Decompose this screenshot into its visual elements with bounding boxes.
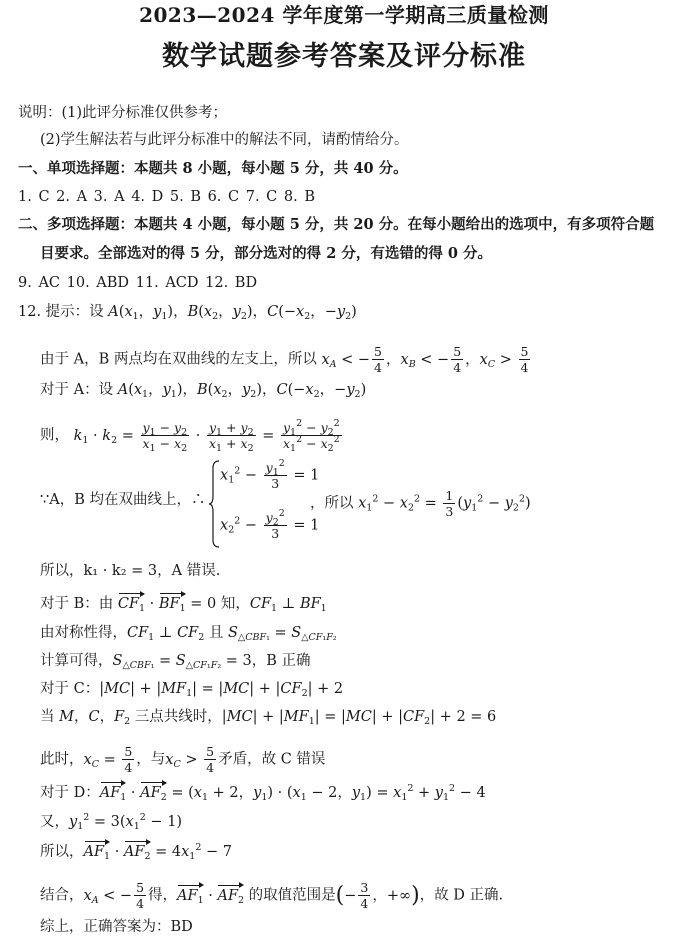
line-8-text: 由对称性得， — [40, 625, 127, 641]
line-8-mid: 且 — [208, 625, 224, 641]
hint-math: $A(x_1$，$y_1$)，$B(x_2$，$y_2$)，$C(-x_2$，$-y_2$) — [108, 304, 357, 322]
line-3-math: $A(x_1$，$y_1$)，$B(x_2$，$y_2$)，$C(-x_2$，$-y_2$) — [117, 382, 367, 400]
solution-line-12 — [40, 744, 325, 775]
document-title: 数学试题参考答案及评分标准 — [162, 41, 526, 72]
system-equation-2: $x_2^2$ − $\frac{y_2^2}{3}$ = 1 — [220, 508, 320, 541]
document-subtitle: 2023—2024 学年度第一学期高三质量检测 — [139, 3, 549, 27]
note-label-line — [18, 104, 227, 122]
line-12-mid: ，与 — [136, 751, 166, 768]
line-16-math-2: $AF_1 \cdot AF_2$ — [177, 887, 245, 906]
line-15-math: $AF_1 \cdot AF_2 = 4x_1^2 - 7$ — [83, 842, 232, 862]
solution-line-4 — [40, 418, 344, 454]
system-equation-1: $x_1^2$ − $\frac{y_1^2}{3}$ = 1 — [220, 458, 320, 491]
line-11-math: $|MC| + |MF_1| = |MC| + |CF_2| + 2 = 6$ — [221, 709, 497, 727]
line-16-mid-1: 得， — [148, 887, 178, 904]
solution-line-17: 综上，正确答案为：BD — [40, 919, 193, 935]
line-7-suffix: 知， — [220, 596, 250, 612]
line-8-math-2: $S_{\triangle CBF_1} = S_{\triangle CF_1F_2}$ — [227, 625, 337, 643]
solution-line-2 — [40, 344, 532, 375]
line-3-text: 对于 A：设 — [40, 382, 114, 398]
line-12-text: 此时， — [40, 751, 84, 768]
solution-line-11 — [40, 708, 496, 726]
line-7-math: $CF_1 \cdot BF_1 = 0$ — [117, 596, 221, 614]
line-12-math: $x_C$ = $\frac{5}{4}$ — [83, 744, 133, 775]
note-1: (1)此评分标准仅供参考； — [61, 105, 228, 121]
line-10-text: 对于 C： — [40, 681, 100, 697]
line-9-text: 计算可得， — [40, 653, 113, 669]
section-1-answers: 1. C 2. A 3. A 4. D 5. B 6. C 7. C 8. B — [18, 189, 315, 205]
section-2-heading-line-1: 二、多项选择题：本题共 4 小题，每小题 5 分，共 20 分。在每小题给出的选项中，有多项符合题 — [18, 216, 655, 233]
line-11-points: M，C，$F_2$ — [59, 709, 131, 727]
line-10-math: $|MC| + |MF_1| = |MC| + |CF_2| + 2$ — [99, 681, 344, 699]
line-4-math: $k_1 \cdot k_2$ = $\frac{y_1 - y_2}{x_1 - x_2}$ · $\frac{y_1 + y_2}{x_1 + x_2}$ = $\frac{y_1^2 - y_2^2}{x_1^2 - x_2^2}$ — [73, 418, 340, 454]
solution-line-7 — [40, 595, 327, 613]
line-16-math: $x_A$ < − $\frac{5}{4}$ — [83, 880, 145, 911]
solution-line-9 — [40, 652, 310, 670]
line-2-text: 由于 A，B 两点均在双曲线的左支上，所以 — [40, 351, 317, 368]
solution-line-8 — [40, 624, 337, 642]
solution-line-15 — [40, 843, 232, 861]
line-7-text: 对于 B：由 — [40, 596, 114, 612]
system-prefix: ∵A，B 均在双曲线上，∴ — [40, 492, 206, 508]
solution-line-3 — [40, 381, 366, 399]
line-16-text: 结合， — [40, 887, 84, 904]
section-1-heading: 一、单项选择题：本题共 8 小题，每小题 5 分，共 40 分。 — [18, 160, 408, 177]
section-2-heading-line-2: 目要求。全部选对的得 5 分，部分选对的得 2 分，有选错的得 0 分。 — [40, 245, 493, 262]
line-15-text: 所以， — [40, 844, 84, 860]
note-2: (2)学生解法若与此评分标准中的解法不同，请酌情给分。 — [40, 132, 409, 148]
line-9-math: $S_{\triangle CBF_1} = S_{\triangle CF_1F_2} = 3$ — [112, 653, 252, 671]
line-12-suffix: 矛盾，故 C 错误 — [218, 751, 326, 768]
solution-line-6: 所以，k₁ · k₂ = 3，A 错误. — [40, 563, 221, 579]
line-13-math: $AF_1 \cdot AF_2 = (x_1 + 2$，$y_1) \cdot (x_1 - 2$，$y_1) = x_1^2 + y_1^2 - 4$ — [99, 783, 486, 803]
system-conclusion-text: ，所以 — [310, 495, 354, 512]
solution-line-13 — [40, 784, 486, 802]
line-4-text: 则， — [40, 427, 69, 444]
line-9-suffix: ，B 正确 — [251, 653, 311, 669]
system-conclusion: ，所以 $x_1^2 - x_2^2$ = $\frac{1}{3}$ $(y_1^2 - y_2^2)$ — [310, 488, 531, 519]
line-11-mid: 三点共线时， — [134, 709, 222, 725]
note-label: 说明： — [18, 105, 62, 121]
line-2-math: $x_A$ < − $\frac{5}{4}$ ，$x_B$ < − $\frac{5}{4}$ ，$x_C$ > $\frac{5}{4}$ — [321, 344, 529, 375]
solution-line-10 — [40, 680, 343, 698]
section-2-answers: 9. AC 10. ABD 11. ACD 12. BD — [18, 275, 258, 291]
line-16-suffix: ，故 D 正确. — [419, 887, 504, 904]
solution-line-16 — [40, 880, 503, 911]
line-14-math: $y_1^2 = 3(x_1^2 - 1)$ — [69, 812, 183, 832]
line-13-text: 对于 D： — [40, 785, 100, 801]
hyperbola-system-block — [40, 458, 640, 550]
solution-line-14 — [40, 813, 182, 831]
line-16-range: (− $\frac{3}{4}$ ，+∞) — [335, 880, 420, 911]
line-16-mid-2: 的取值范围是 — [248, 887, 336, 904]
line-11-text: 当 — [40, 709, 55, 725]
left-brace-icon — [208, 460, 220, 548]
line-12-math-2: $x_C$ > $\frac{5}{4}$ — [165, 744, 215, 775]
line-14-text: 又， — [40, 814, 69, 830]
line-7-math-2: $CF_1$ ⊥ $BF_1$ — [249, 596, 327, 614]
solution-12-hint — [18, 303, 357, 321]
line-8-math: $CF_1$ ⊥ $CF_2$ — [127, 625, 205, 643]
hint-prefix: 12. 提示：设 — [18, 304, 104, 320]
